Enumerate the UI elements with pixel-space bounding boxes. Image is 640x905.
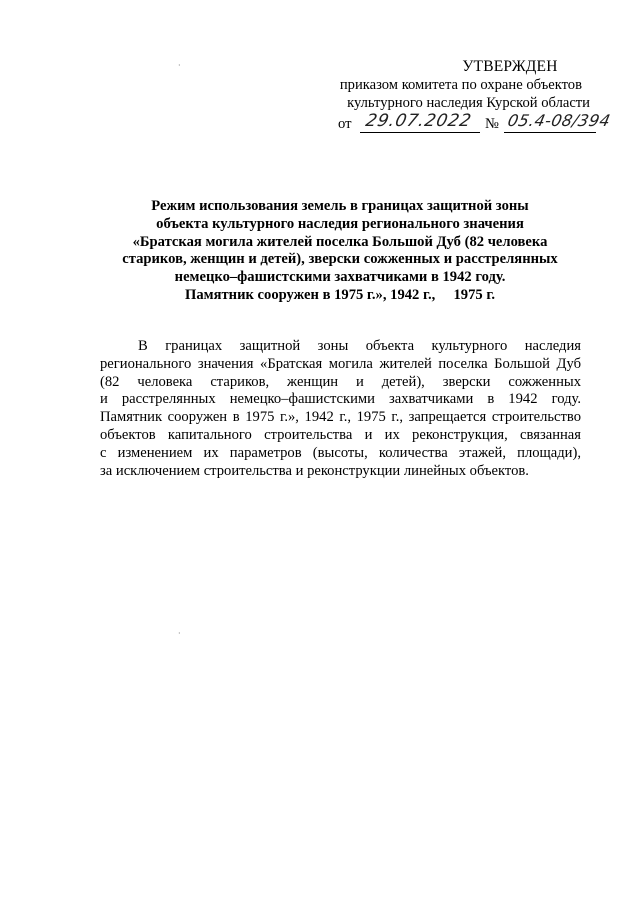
approval-date-number [320, 113, 620, 135]
title-line: стариков, женщин и детей), зверски сожженных и расстрелянных [122, 251, 558, 268]
handwritten-number: 05.4-08/394 [506, 111, 613, 130]
body-line: за исключением строительства и реконструкции линейных объектов. [100, 462, 529, 479]
approval-order-line: приказом комитета по охране объектов [339, 77, 582, 93]
approval-authority-line: культурного наследия Курской области [347, 95, 590, 111]
document-title [85, 198, 595, 305]
scan-speck: ⸒ [178, 57, 181, 66]
title-line: Памятник сооружен в 1975 г.», 1942 г., 1975 г. [185, 286, 495, 303]
body-line: В границах защитной зоны объекта культурного наследия [138, 338, 581, 354]
body-line: с изменением их параметров (высоты, количества этажей, площади), [100, 444, 581, 461]
body-line: регионального значения «Братская могила жителей поселка Большой Дуб [100, 355, 581, 372]
approved-heading: УТВЕРЖДЕН [462, 58, 558, 75]
approval-stamp [320, 58, 620, 135]
handwritten-date: 29.07.2022 [363, 111, 474, 131]
body-line: объектов капитального строительства и их реконструкция, связанная [100, 426, 581, 443]
title-line: «Братская могила жителей поселка Большой Дуб (82 человека [132, 233, 548, 250]
body-line: и расстрелянных немецко–фашистскими захватчиками в 1942 году. [100, 391, 581, 408]
body-line: Памятник сооружен в 1975 г.», 1942 г., 1975 г., запрещается строительство [100, 409, 581, 426]
date-label: от [338, 116, 352, 132]
title-line: объекта культурного наследия регионального значения [156, 215, 524, 232]
title-line: Режим использования земель в границах защитной зоны [151, 198, 529, 214]
body-line: (82 человека стариков, женщин и детей), зверски сожженных [100, 373, 581, 390]
body-paragraph [100, 338, 581, 480]
scan-speck: ⸒ [178, 625, 181, 634]
title-line: немецко–фашистскими захватчиками в 1942 году. [174, 269, 506, 286]
number-label: № [485, 116, 499, 132]
